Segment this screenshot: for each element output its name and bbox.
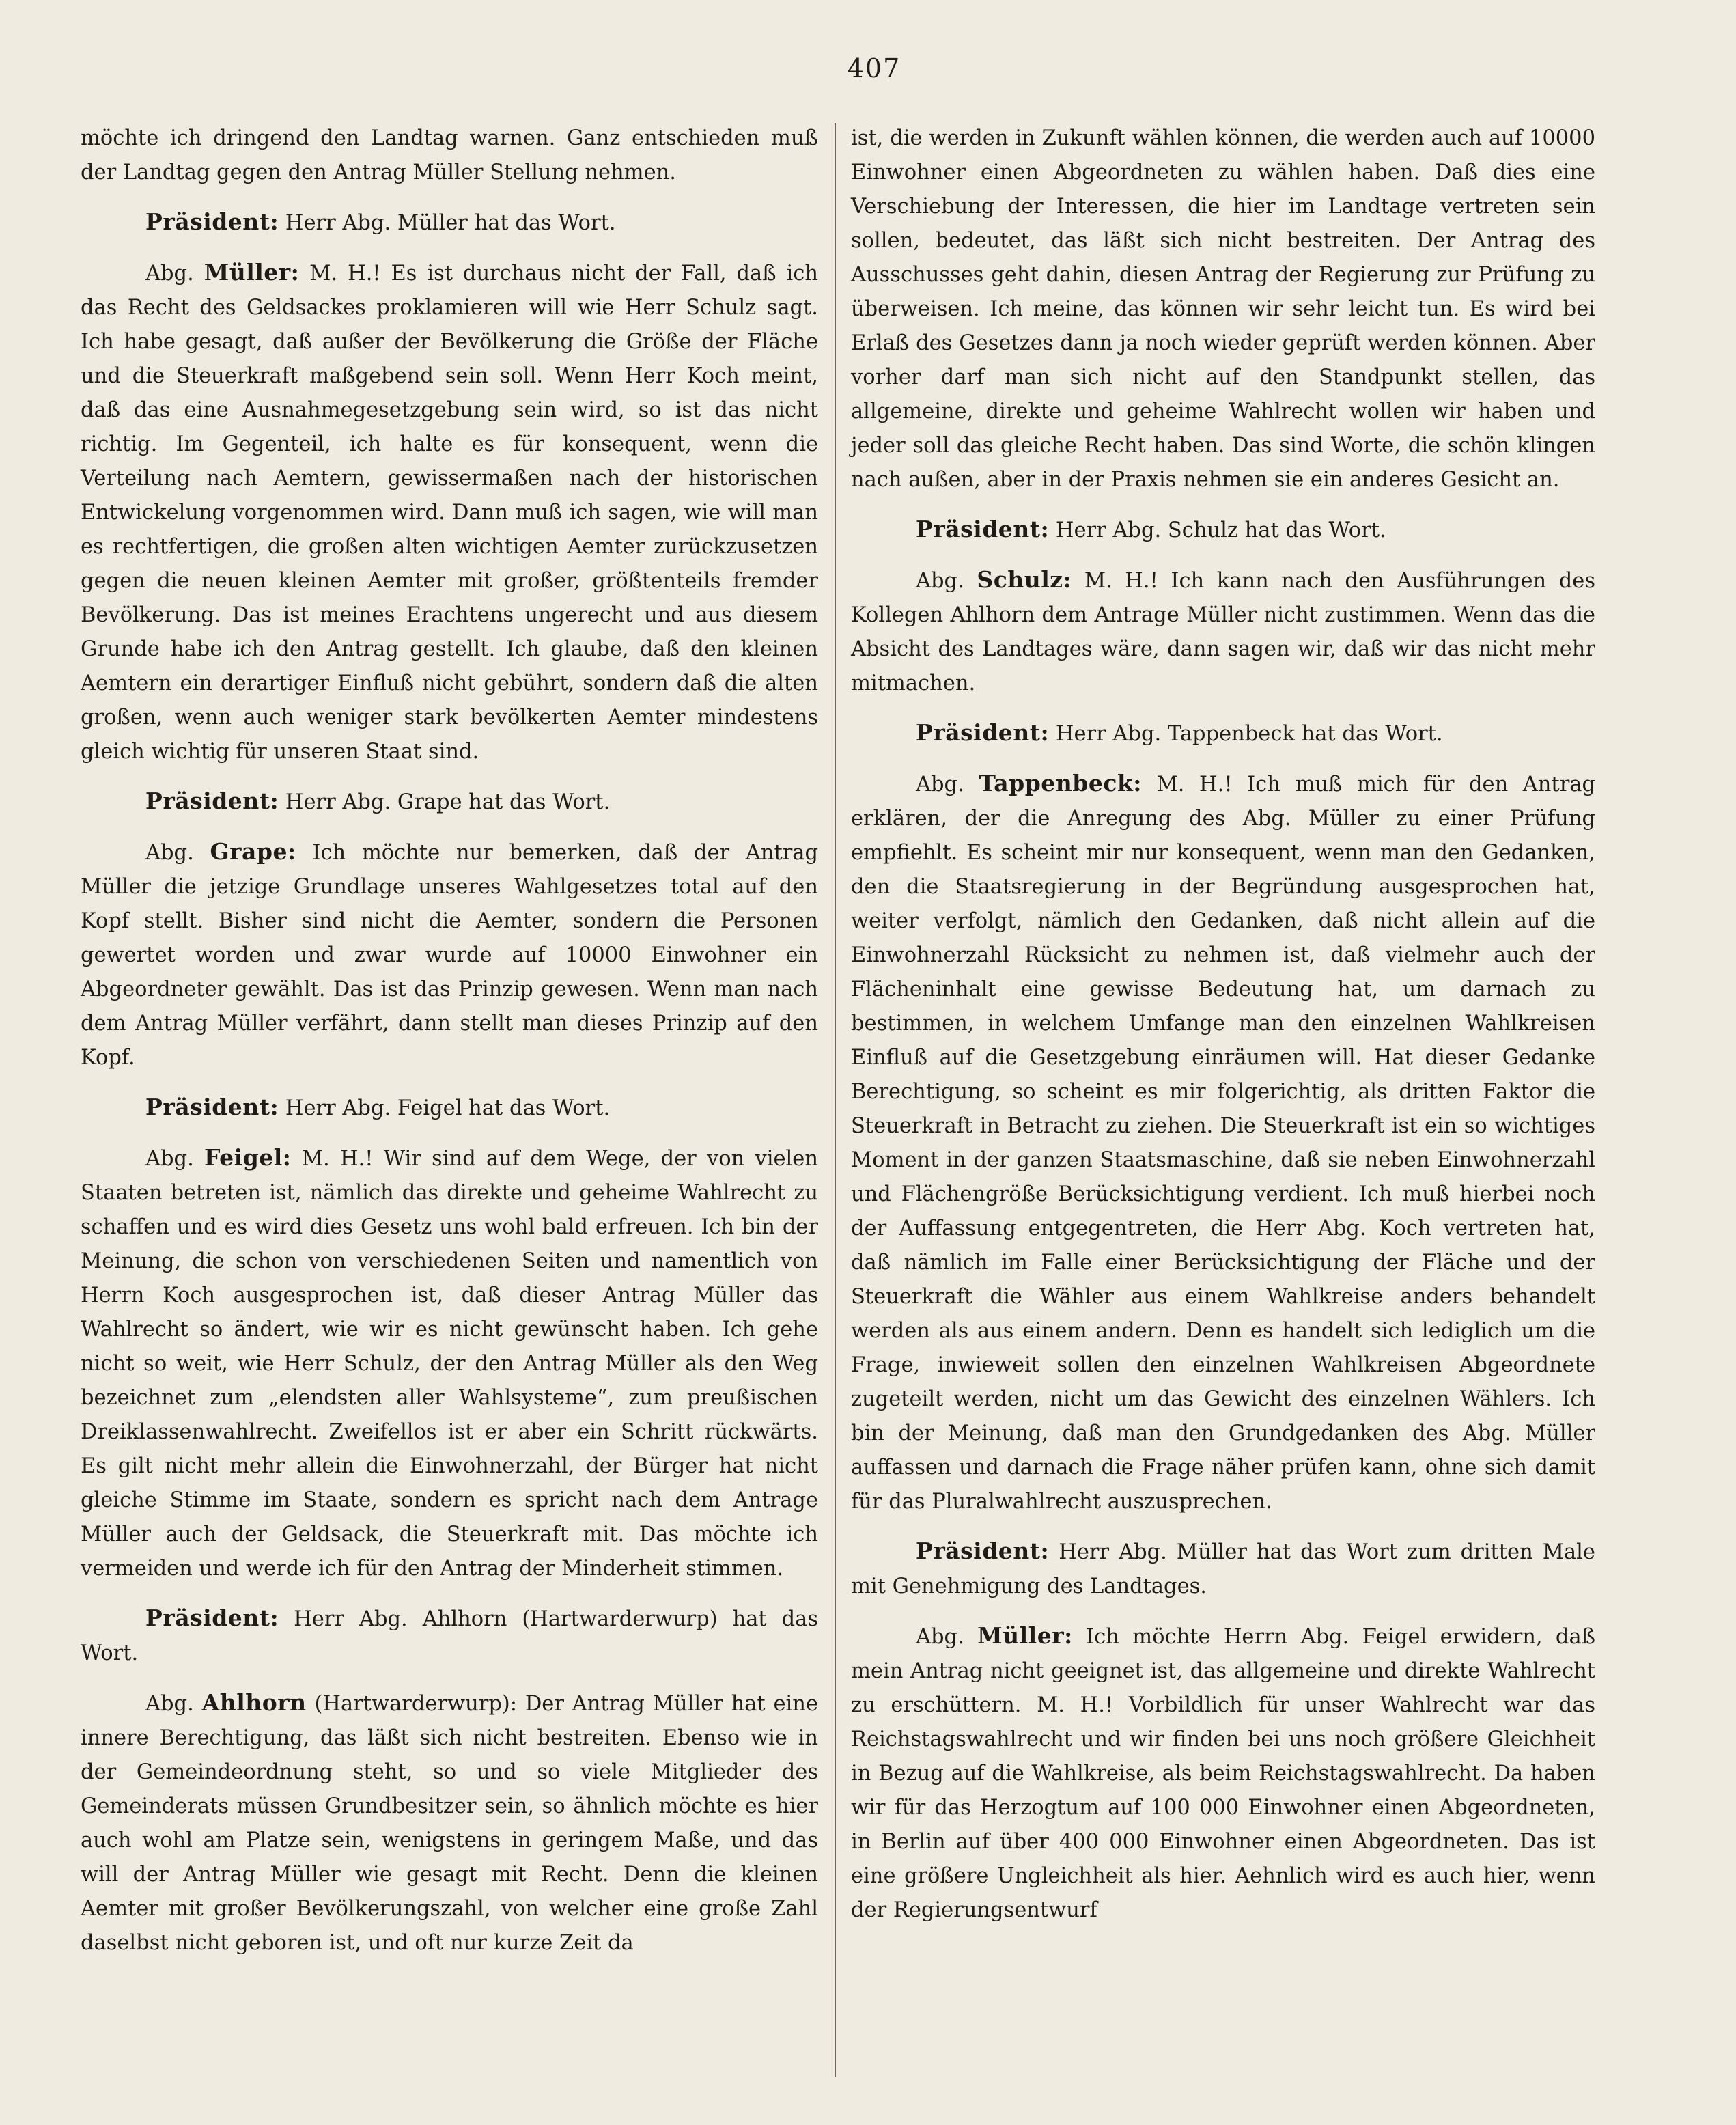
remark-text: Herr Abg. Grape hat das Wort. xyxy=(285,790,611,814)
speech-text: M. H.! Es ist durchaus nicht der Fall, daß ich das Recht des Geldsackes proklamieren will wie Herr Schulz sagt. Ich habe gesagt, daß außer der Bevölkerung die Größe der Fläche und die Steuerkraft maßgebend sein soll. Wenn Herr Koch meint, daß das eine Ausnahmegesetzgebung sein wird, so ist das nicht richtig. Im Gegenteil, ich halte es für konsequent, wenn die Verteilung nach Aemtern, gewissermaßen nach der historischen Entwickelung vorgenommen wird. Dann muß ich sagen, wie will man es rechtfertigen, die großen alten wichtigen Aemter zurückzusetzen gegen die neuen kleinen Aemter mit großer, größtenteils fremder Bevölkerung. Das ist meines Erachtens ungerecht und aus diesem Grunde habe ich den Antrag gestellt. Ich glaube, daß den kleinen Aemtern ein derartiger Einfluß nicht gebührt, sondern daß die alten großen, wenn auch weniger stark bevölkerten Aemter mindestens gleich wichtig für unseren Staat sind. xyxy=(81,262,818,764)
speech-paragraph xyxy=(851,563,1595,701)
left-column xyxy=(81,122,818,1975)
speaker-label: Müller: xyxy=(204,259,300,286)
speaker-label: Schulz: xyxy=(977,566,1072,593)
abg-prefix: Abg. xyxy=(916,1625,964,1649)
speech-text: M. H.! Ich muß mich für den Antrag erklären, der die Anregung des Abg. Müller zu einer Prüfung empfiehlt. Es scheint mir nur konsequent, wenn man den Gedanken, den die Staatsregierung in der Begründung ausgesprochen hat, weiter verfolgt, nämlich den Gedanken, daß nicht allein auf die Einwohnerzahl Rücksicht zu nehmen ist, daß vielmehr auch der Flächeninhalt eine gewisse Bedeutung hat, um darnach zu bestimmen, in welchem Umfange man den einzelnen Wahlkreisen Einfluß auf die Gesetzgebung einräumen will. Hat dieser Gedanke Berechtigung, so scheint es mir folgerichtig, als dritten Faktor die Steuerkraft in Betracht zu ziehen. Die Steuerkraft ist ein so wichtiges Moment in der ganzen Staatsmaschine, daß sie neben Einwohnerzahl und Flächengröße Berücksichtigung verdient. Ich muß hierbei noch der Auffassung entgegentreten, die Herr Abg. Koch vertreten hat, daß nämlich im Falle einer Berücksichtigung der Fläche und der Steuerkraft die Wähler aus einem Wahlkreise anders behandelt werden als aus einem andern. Denn es handelt sich lediglich um die Frage, inwieweit sollen den einzelnen Wahlkreisen Abgeordnete zugeteilt werden, nicht um das Gewicht des einzelnen Wählers. Ich bin der Meinung, daß man den Grundgedanken des Abg. Müller auffassen und darnach die Frage näher prüfen kann, ohne sich damit für das Pluralwahlrecht auszusprechen. xyxy=(851,773,1595,1514)
right-column xyxy=(851,122,1595,1943)
remark-text: Herr Abg. Ahlhorn (Hartwarderwurp) hat das Wort. xyxy=(81,1607,818,1665)
speaker-label: Ahlhorn xyxy=(201,1689,307,1716)
speech-text: (Hartwarderwurp): Der Antrag Müller hat eine innere Berechtigung, das läßt sich nicht bestreiten. Ebenso wie in der Gemeindeordnung steht, so und so viele Mitglieder des Gemeinderats müssen Grundbesitzer sein, so ähnlich möchte es hier auch wohl am Platze sein, wenigstens in geringem Maße, und das will der Antrag Müller wie gesagt mit Recht. Denn die kleinen Aemter mit großer Bevölkerungszahl, von welcher eine große Zahl daselbst nicht geboren ist, und oft nur kurze Zeit da xyxy=(81,1692,819,1955)
speech-text: M. H.! Wir sind auf dem Wege, der von vielen Staaten betreten ist, nämlich das direkte und geheime Wahlrecht zu schaffen und es wird dies Gesetz uns wohl bald erfreuen. Ich bin der Meinung, die schon von verschiedenen Seiten und namentlich von Herrn Koch ausgesprochen ist, daß dieser Antrag Müller das Wahlrecht so ändert, wie wir es nicht gewünscht haben. Ich gehe nicht so weit, wie Herr Schulz, der den Antrag Müller als den Weg bezeichnet zum „elendsten aller Wahlsysteme“, zum preußischen Dreiklassenwahlrecht. Zweifellos ist er aber ein Schritt rückwärts. Es gilt nicht mehr allein die Einwohnerzahl, der Bürger hat nicht gleiche Stimme im Staate, sondern es spricht nach dem Antrage Müller auch der Geldsack, die Steuerkraft mit. Das möchte ich vermeiden und werde ich für den Antrag der Minderheit stimmen. xyxy=(81,1147,818,1581)
speaker-label: Präsident: xyxy=(145,788,279,814)
speech-text: Ich möchte Herrn Abg. Feigel erwidern, daß mein Antrag nicht geeignet ist, das allgemeine und direkte Wahlrecht zu erschüttern. M. H.! Vorbildlich für unser Wahlrecht war das Reichstagswahlrecht und wir finden bei uns noch größere Gleichheit in Bezug auf die Wahlkreise, als beim Reichstagswahlrecht. Da haben wir für das Herzogtum auf 100 000 Einwohner einen Abgeordneten, in Berlin auf über 400 000 Einwohner einen Abgeordneten. Das ist eine größere Ungleichheit als hier. Aehnlich wird es auch hier, wenn der Regierungsentwurf xyxy=(851,1625,1596,1922)
president-remark xyxy=(851,1534,1595,1604)
abg-prefix: Abg. xyxy=(916,773,964,796)
speech-text: Ich möchte nur bemerken, daß der Antrag Müller die jetzige Grundlage unseres Wahlgesetzes total auf den Kopf stellt. Bisher sind nicht die Aemter, sondern die Personen gewertet worden und zwar wurde auf 10000 Einwohner ein Abgeordneter gewählt. Das ist das Prinzip gewesen. Wenn man nach dem Antrag Müller verfährt, dann stellt man dieses Prinzip auf den Kopf. xyxy=(81,841,818,1070)
remark-text: Herr Abg. Müller hat das Wort zum dritten Male mit Genehmigung des Landtages. xyxy=(851,1540,1595,1598)
remark-text: Herr Abg. Müller hat das Wort. xyxy=(285,211,616,235)
speech-paragraph xyxy=(851,1619,1595,1928)
abg-prefix: Abg. xyxy=(145,1147,194,1171)
continued-paragraph xyxy=(81,122,818,190)
speaker-label: Präsident: xyxy=(916,719,1050,746)
remark-text: Herr Abg. Feigel hat das Wort. xyxy=(285,1096,611,1120)
speech-paragraph xyxy=(81,1141,818,1586)
remark-text: Herr Abg. Tappenbeck hat das Wort. xyxy=(1055,722,1443,746)
abg-prefix: Abg. xyxy=(145,262,194,286)
speaker-label: Präsident: xyxy=(145,208,279,235)
president-remark xyxy=(851,512,1595,548)
remark-text: Herr Abg. Schulz hat das Wort. xyxy=(1055,518,1386,542)
speaker-label: Präsident: xyxy=(145,1094,279,1120)
paragraph-text: möchte ich dringend den Landtag warnen. Ganz entschieden muß der Landtag gegen den Antrag Müller Stellung nehmen. xyxy=(81,126,818,184)
page-number: 407 xyxy=(847,53,901,83)
speech-text: M. H.! Ich kann nach den Ausführungen des Kollegen Ahlhorn dem Antrage Müller nicht zustimmen. Wenn das die Absicht des Landtages wäre, dann sagen wir, daß wir das nicht mehr mitmachen. xyxy=(851,569,1595,695)
abg-prefix: Abg. xyxy=(916,569,964,593)
speech-paragraph xyxy=(81,835,818,1075)
speaker-label: Tappenbeck: xyxy=(979,770,1142,796)
president-remark xyxy=(851,716,1595,751)
president-remark xyxy=(81,205,818,240)
continued-paragraph xyxy=(851,122,1595,497)
speaker-label: Feigel: xyxy=(204,1144,292,1171)
speech-paragraph xyxy=(81,255,818,769)
president-remark xyxy=(81,1601,818,1671)
speaker-label: Präsident: xyxy=(916,1538,1050,1564)
abg-prefix: Abg. xyxy=(145,1692,194,1716)
president-remark xyxy=(81,784,818,820)
speaker-label: Müller: xyxy=(977,1622,1073,1649)
speaker-label: Präsident: xyxy=(145,1605,279,1631)
speech-paragraph xyxy=(81,1686,818,1960)
paragraph-text: ist, die werden in Zukunft wählen können, die werden auch auf 10000 Einwohner einen Abgeordneten zu wählen haben. Daß dies eine Verschiebung der Interessen, die hier im Landtage vertreten sein sollen, bedeutet, das läßt sich nicht bestreiten. Der Antrag des Ausschusses geht dahin, diesen Antrag der Regierung zur Prüfung zu überweisen. Ich meine, das können wir sehr leicht tun. Es wird bei Erlaß des Gesetzes dann ja noch wieder geprüft werden können. Aber vorher darf man sich nicht auf den Standpunkt stellen, das allgemeine, direkte und geheime Wahlrecht wollen wir haben und jeder soll das gleiche Recht haben. Das sind Worte, die schön klingen nach außen, aber in der Praxis nehmen sie ein anderes Gesicht an. xyxy=(851,126,1595,492)
speech-paragraph xyxy=(851,766,1595,1519)
speaker-label: Präsident: xyxy=(916,516,1050,542)
column-divider xyxy=(835,123,836,2077)
abg-prefix: Abg. xyxy=(145,841,194,865)
president-remark xyxy=(81,1090,818,1126)
speaker-label: Grape: xyxy=(210,838,296,865)
